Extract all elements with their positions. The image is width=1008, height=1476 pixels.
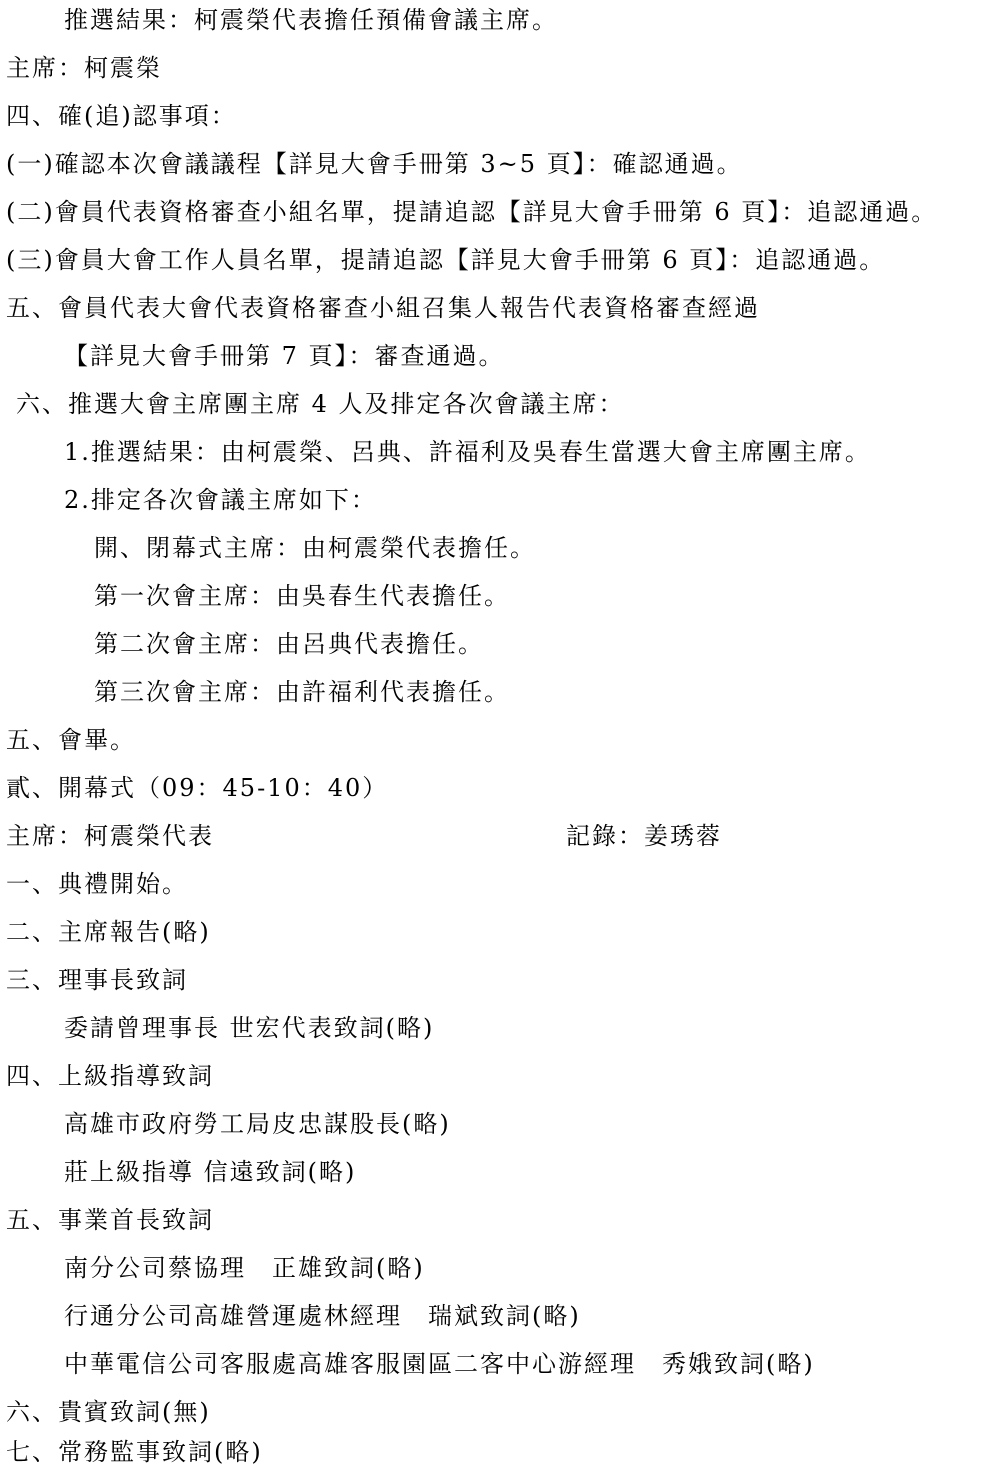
- section-heading: 五、會員代表大會代表資格審查小組召集人報告代表資格審查經過: [6, 294, 760, 322]
- paragraph-line: 行通分公司高雄營運處林經理 瑞斌致詞(略): [64, 1302, 581, 1330]
- section-heading: 六、貴賓致詞(無): [6, 1398, 211, 1426]
- section-heading: 五、會畢。: [6, 726, 136, 754]
- sub-list-item: 開、閉幕式主席：由柯震榮代表擔任。: [94, 534, 536, 562]
- section-heading: 一、典禮開始。: [6, 870, 188, 898]
- section-heading: 六、推選大會主席團主席 4 人及排定各次會議主席：: [16, 390, 625, 418]
- paragraph-line: 莊上級指導 信遠致詞(略): [64, 1158, 357, 1186]
- section-heading: 四、上級指導致詞: [6, 1062, 214, 1090]
- recorder-text: 記錄：姜琇蓉: [566, 822, 722, 850]
- section-heading: 二、主席報告(略): [6, 918, 211, 946]
- sub-list-item: 第一次會主席：由吳春生代表擔任。: [94, 582, 510, 610]
- paragraph-line: 中華電信公司客服處高雄客服園區二客中心游經理 秀娥致詞(略): [64, 1350, 815, 1378]
- section-heading: 五、事業首長致詞: [6, 1206, 214, 1234]
- paragraph-line: 南分公司蔡協理 正雄致詞(略): [64, 1254, 425, 1282]
- section-heading: 四、確(追)認事項：: [6, 102, 237, 130]
- chair-line: 主席：柯震榮: [6, 54, 162, 82]
- paragraph-continuation: 【詳見大會手冊第 7 頁】：審查通過。: [64, 342, 505, 370]
- election-result-line: 推選結果：柯震榮代表擔任預備會議主席。: [64, 6, 558, 34]
- sub-list-item: 第三次會主席：由許福利代表擔任。: [94, 678, 510, 706]
- section-heading: 三、理事長致詞: [6, 966, 188, 994]
- list-item: (一)確認本次會議議程【詳見大會手冊第 3~5 頁】：確認通過。: [6, 150, 743, 178]
- paragraph-line: 委請曾理事長 世宏代表致詞(略): [64, 1014, 435, 1042]
- list-item: 1.推選結果：由柯震榮、呂典、許福利及吳春生當選大會主席團主席。: [64, 438, 871, 466]
- sub-list-item: 第二次會主席：由呂典代表擔任。: [94, 630, 484, 658]
- list-item: (二)會員代表資格審查小組名單，提請追認【詳見大會手冊第 6 頁】：追認通過。: [6, 198, 938, 226]
- section-title: 貳、開幕式（09：45-10：40）: [6, 774, 389, 802]
- section-heading: 七、常務監事致詞(略): [6, 1438, 263, 1466]
- paragraph-line: 高雄市政府勞工局皮忠謀股長(略): [64, 1110, 451, 1138]
- chair-recorder-line: [6, 812, 1006, 860]
- chair-text: 主席：柯震榮代表: [6, 822, 214, 850]
- list-item: (三)會員大會工作人員名單，提請追認【詳見大會手冊第 6 頁】：追認通過。: [6, 246, 886, 274]
- list-item: 2.排定各次會議主席如下：: [64, 486, 377, 514]
